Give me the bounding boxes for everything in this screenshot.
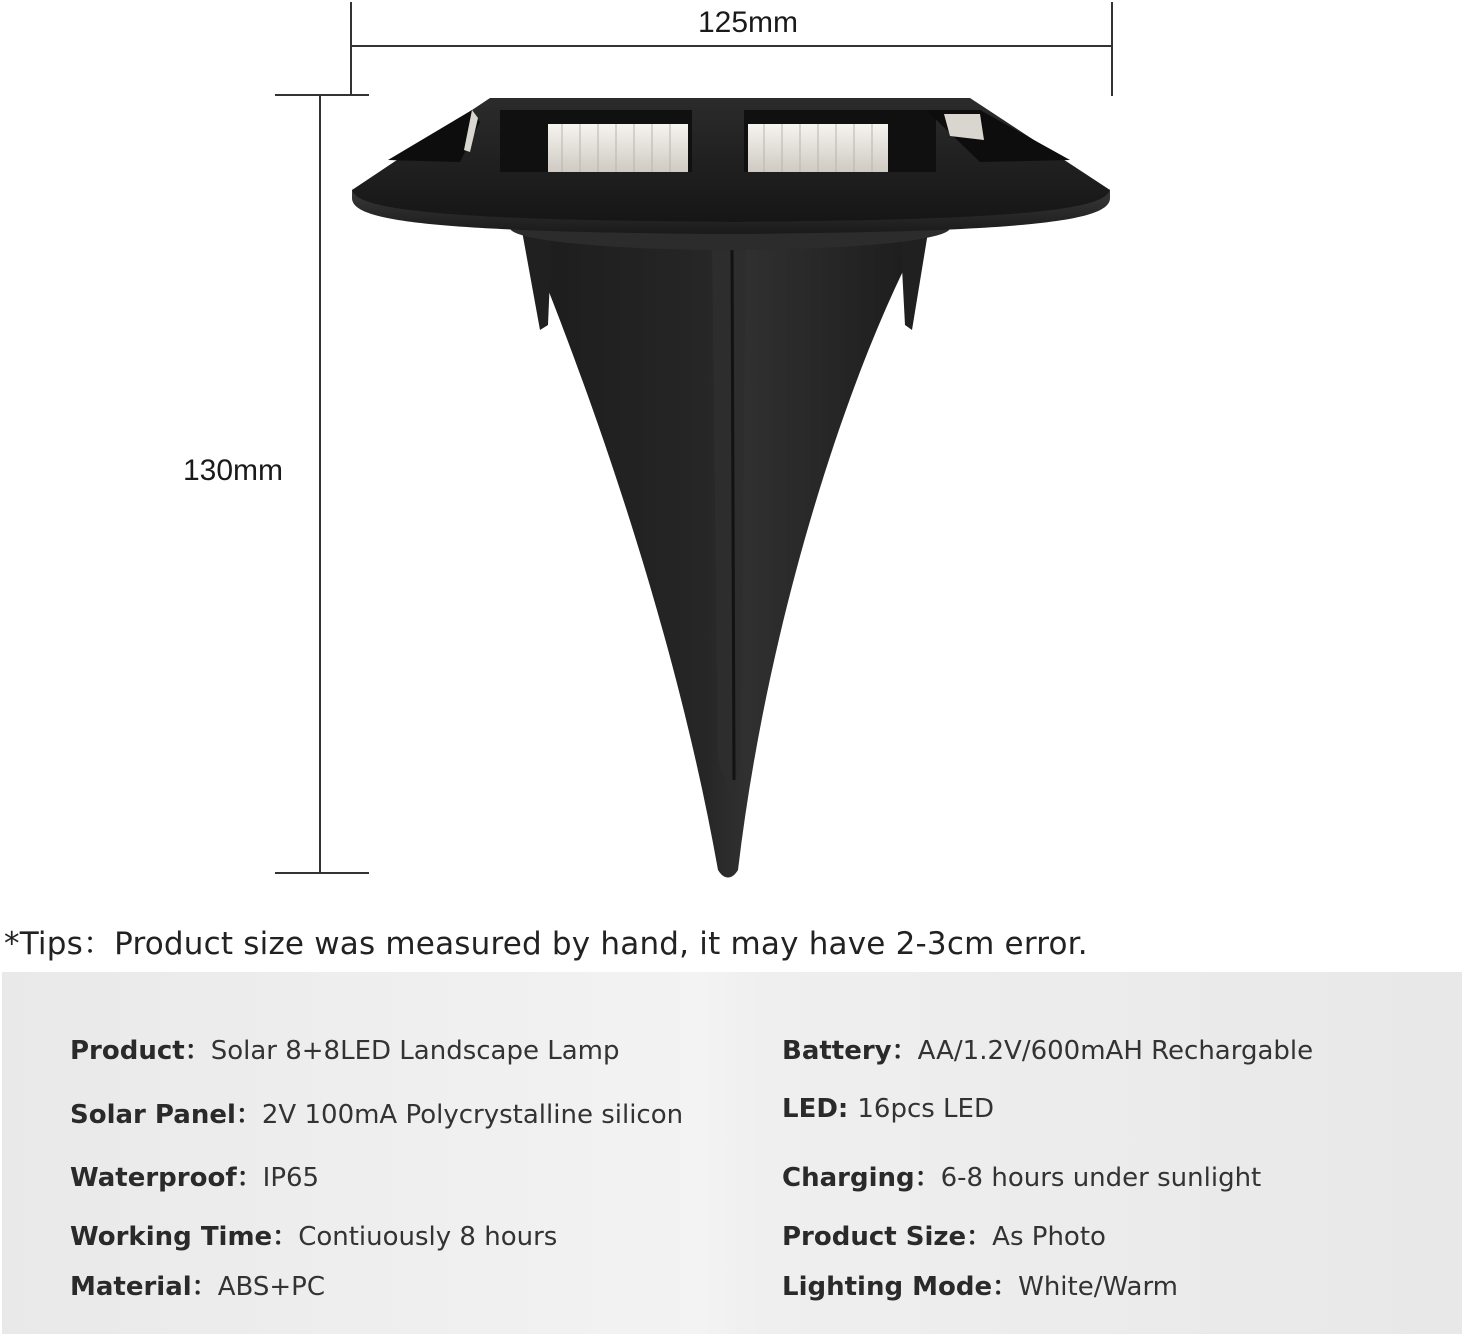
spec-key: Product： <box>70 1036 211 1066</box>
spec-key: Product Size： <box>782 1222 993 1252</box>
spec-key: Working Time： <box>70 1222 299 1252</box>
solar-lamp-illustration <box>340 80 1130 880</box>
spec-working-time <box>70 1216 557 1253</box>
spec-key: Charging： <box>782 1163 941 1193</box>
height-dimension-line <box>319 96 321 872</box>
spec-key: LED: <box>782 1094 858 1124</box>
tips-text: *Tips：Product size was measured by hand, it may have 2-3cm error. <box>4 926 1088 962</box>
height-label: 130mm <box>183 454 284 487</box>
spec-value: Solar 8+8LED Landscape Lamp <box>210 1036 620 1066</box>
width-label: 125mm <box>698 6 799 39</box>
spec-solar-panel <box>70 1094 683 1131</box>
spec-value: 2V 100mA Polycrystalline silicon <box>261 1100 684 1130</box>
spec-led <box>782 1094 994 1124</box>
spec-key: Lighting Mode： <box>782 1272 1019 1302</box>
spec-value: White/Warm <box>1018 1272 1179 1302</box>
spec-value: 16pcs LED <box>857 1094 994 1124</box>
spec-material <box>70 1266 325 1303</box>
spec-value: AA/1.2V/600mAH Rechargable <box>917 1036 1314 1066</box>
spec-value: IP65 <box>262 1163 320 1193</box>
spec-product-size <box>782 1216 1106 1253</box>
width-dimension-line <box>352 45 1112 47</box>
spec-value: 6-8 hours under sunlight <box>940 1163 1262 1193</box>
spec-product <box>70 1030 619 1067</box>
spec-key: Battery： <box>782 1036 918 1066</box>
spec-charging <box>782 1157 1261 1194</box>
spec-key: Solar Panel： <box>70 1100 262 1130</box>
spec-battery <box>782 1030 1313 1067</box>
spec-lighting-mode <box>782 1266 1178 1303</box>
spec-value: Contiuously 8 hours <box>298 1222 558 1252</box>
spec-value: As Photo <box>992 1222 1106 1252</box>
spec-key: Material： <box>70 1272 218 1302</box>
spec-key: Waterproof： <box>70 1163 263 1193</box>
spec-value: ABS+PC <box>217 1272 325 1302</box>
spec-waterproof <box>70 1157 319 1194</box>
